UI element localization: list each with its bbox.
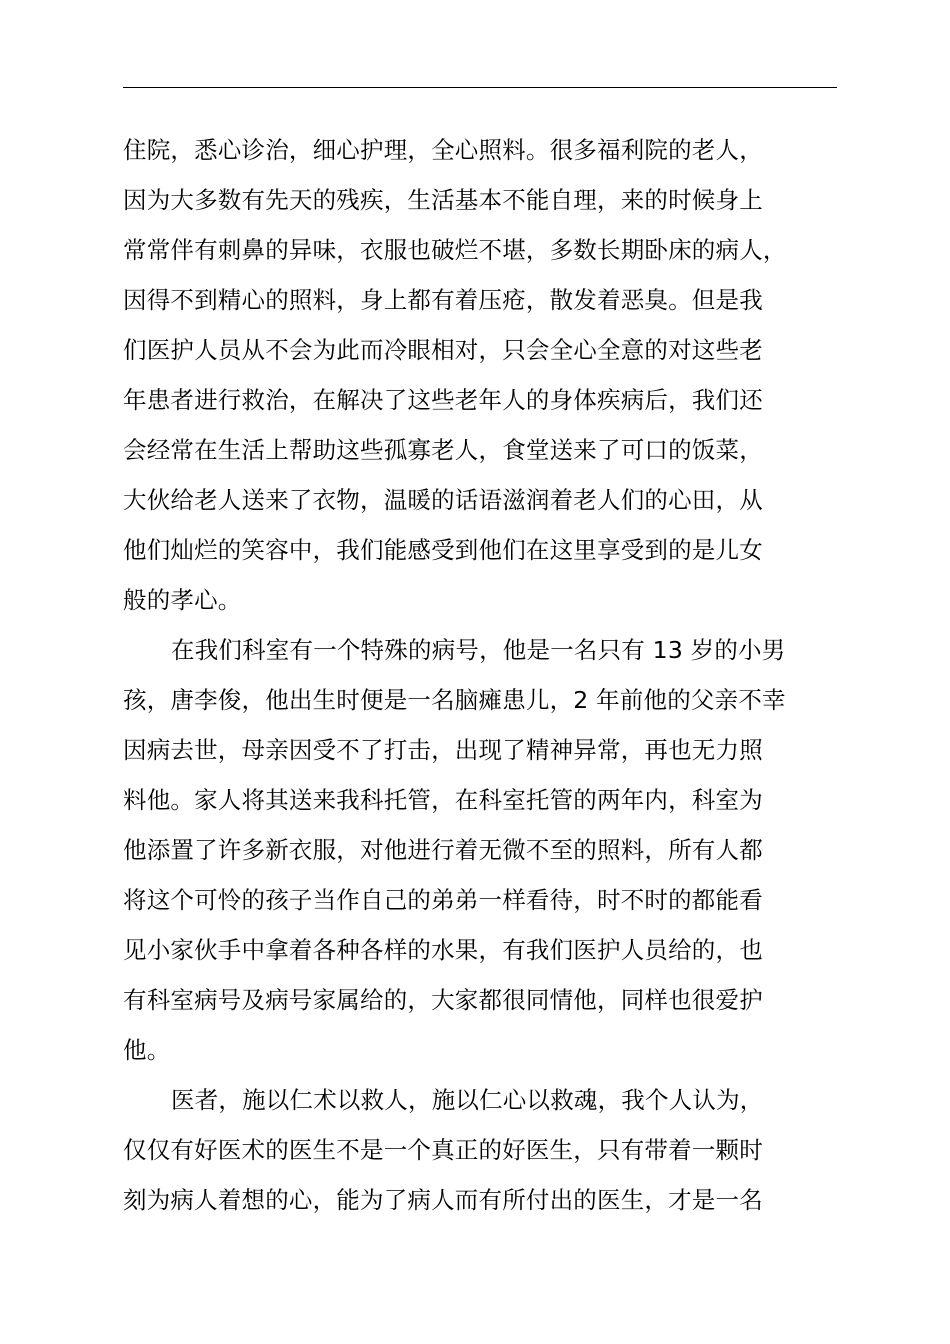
text-line: 有科室病号及病号家属给的，大家都很同情他，同样也很爱护 xyxy=(123,986,763,1014)
paragraph xyxy=(123,625,837,1075)
text-line-first: 医者，施以仁术以救人，施以仁心以救魂，我个人认为， xyxy=(171,1086,764,1114)
header-rule xyxy=(123,87,837,88)
text-line: 刻为病人着想的心，能为了病人而有所付出的医生，才是一名 xyxy=(123,1186,763,1214)
text-line: 因得不到精心的照料，身上都有着压疮，散发着恶臭。但是我 xyxy=(123,286,763,314)
text-line: 见小家伙手中拿着各种各样的水果，有我们医护人员给的，也 xyxy=(123,936,763,964)
document-body xyxy=(123,125,837,1225)
text-line: 年患者进行救治，在解决了这些老年人的身体疾病后，我们还 xyxy=(123,386,763,414)
paragraph xyxy=(123,125,837,625)
text-line: 会经常在生活上帮助这些孤寡老人，食堂送来了可口的饭菜， xyxy=(123,436,763,464)
text-line: 他。 xyxy=(123,1036,171,1064)
text-line: 般的孝心。 xyxy=(123,586,242,614)
text-line: 大伙给老人送来了衣物，温暖的话语滋润着老人们的心田，从 xyxy=(123,486,763,514)
paragraph xyxy=(123,1075,837,1225)
text-line: 住院，悉心诊治，细心护理，全心照料。很多福利院的老人， xyxy=(123,136,763,164)
text-line: 仅仅有好医术的医生不是一个真正的好医生，只有带着一颗时 xyxy=(123,1136,763,1164)
text-line: 因病去世，母亲因受不了打击，出现了精神异常，再也无力照 xyxy=(123,736,763,764)
text-line: 他添置了许多新衣服，对他进行着无微不至的照料，所有人都 xyxy=(123,836,763,864)
text-line-first: 在我们科室有一个特殊的病号，他是一名只有 13 岁的小男 xyxy=(171,636,786,664)
text-line: 料他。家人将其送来我科托管，在科室托管的两年内，科室为 xyxy=(123,786,763,814)
text-line: 孩，唐李俊，他出生时便是一名脑瘫患儿，2 年前他的父亲不幸 xyxy=(123,686,786,714)
text-line: 常常伴有刺鼻的异味，衣服也破烂不堪，多数长期卧床的病人， xyxy=(123,236,787,264)
text-line: 他们灿烂的笑容中，我们能感受到他们在这里享受到的是儿女 xyxy=(123,536,763,564)
text-line: 们医护人员从不会为此而冷眼相对，只会全心全意的对这些老 xyxy=(123,336,763,364)
text-line: 将这个可怜的孩子当作自己的弟弟一样看待，时不时的都能看 xyxy=(123,886,763,914)
text-line: 因为大多数有先天的残疾，生活基本不能自理，来的时候身上 xyxy=(123,186,763,214)
